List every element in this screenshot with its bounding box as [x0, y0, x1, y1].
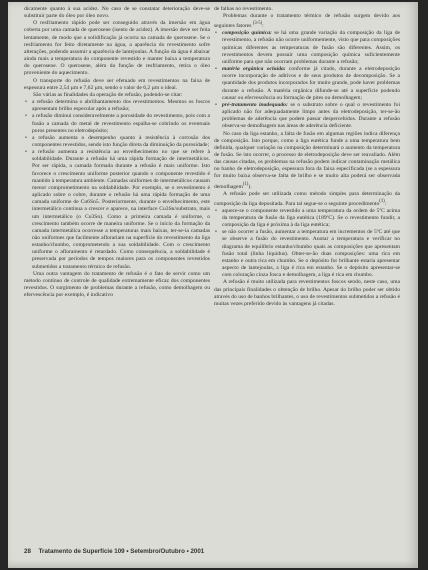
paragraph: O transporte do refusão deve ser efetuado em revestimentos na faixa de espessura entre 2,54 µm e 7,62 µm, sendo o valor de 6,2 µm o ideal. [24, 77, 210, 91]
journal-citation: Tratamento de Superfície 109 • Setembro/Outubro • 2001 [38, 548, 205, 555]
reference-superscript: (1) [379, 198, 385, 204]
page-number: 28 [24, 548, 31, 555]
list-item [214, 102, 400, 131]
list-item-label: composição química: [222, 30, 272, 37]
reference-superscript: (3-5) [252, 21, 263, 27]
paragraph-end: ). [248, 183, 252, 190]
list-item: • a refusão aumenta o desempenho quanto à resistência à corrosão dos componentes revestidos, sendo isto função direta da diminuição da porosidade; [24, 135, 210, 149]
list-item-text: se o substrato sobre o qual o revestimento foi aplicado não for adequadamente limpo antes da eletrodeposição, ter-se-ão problemas de aderência que podem passar despercebidos. Durante a refusão observa-se demolhagem nas áreas de aderência deficiente. [222, 101, 401, 130]
document-page [8, 2, 418, 568]
list-item-label: matéria orgânica ocluída: [222, 66, 286, 73]
list-item: • se não ocorrer a fusão, aumentar a temperatura em incrementos de 5ºC até que se observe a fusão do revestimento. Anotar a temperatura e verificar no diagrama de equilíbrio estanho/chumbo quais as composições que apresentam fusão total (linha liquidus). Obter-se-ão duas composições: uma rica em estanho e outra rica em chumbo. Se o depósito for brilhante estaria apresentar aspecto de lantejoulas, a liga é rica em estanho. Se o depósito apresentar-se com coloração cinza fosca e demolhagem, a liga é rica em chumbo. [214, 229, 400, 279]
list-item: • aquece-se o componente revestido a uma temperatura da ordem de 5ºC acima da temperatura de fusão da liga eutética (189ºC). Se o revestimento fundir, a composição da liga é próxima à da liga eutética; [214, 208, 400, 229]
paragraph: Uma outra vantagem do tratamento de refusão é o fato de servir como um método contínuo de controle de qualidade extremamente eficaz dos componentes revestidos. O surgimento de problemas durante a refusão, como demolhagem ou efervescência por exemplo, é indicativo [24, 270, 210, 299]
paragraph [214, 131, 400, 191]
paragraph-text: No caso da liga estanho, a falta de fusão em algumas regiões indica diferença de composição. Isto porque, como a liga eutética funde a uma temperatura bem definida, qualquer variação na composição determinará o aumento da temperatura de fusão. Se isto ocorrer, o processo de eletrodeposição deve ser reavaliado. Além das causas citadas, os problemas na refusão podem indicar contaminação metálica no banho de eletrodeposição, espessura fora da faixa especificada (se a espessura for muito baixa observa-se falta de brilho e se muito alta poderá ser observada demolhagem [214, 130, 400, 190]
paragraph-text: Problemas durante o tratamento térmico de refusão surgem devido aos seguintes fatores [214, 13, 400, 30]
paragraph: Problemas durante o tratamento térmico de refusão surgem devido aos seguintes fatores $^{(3-5)}$: [214, 13, 400, 30]
list-item: • a refusão aumenta a resistência ao envelhecimento no que se refere à soldabilidade. Durante a refusão há uma rápida formação de intermetálicos. Por ser rápida, a camada formada durante a refusão é mais uniforme. Isto favorece o crescimento uniforme posterior quando o componente revestido é mantido à temperatura ambiente. Camadas uniformes de intermetálicos causam menor comprometimento na soldabilidade. Por exemplo, se o revestimento é aplicado sobre o cobre, durante o refusão há uma rápida formação de uma camada uniforme de Cu6Sn5. Posteriormente, durante o envelhecimento, este intermetálico continua a crescer e aparece, na interface Cu3Sn/substrato, mais um intermetálico (o Cu3Sn). Como a primeira camada é uniforme, o crescimento também ocorre de maneira uniforme. Se o início da formação da camada intermetálica ocorresse a temperaturas mais baixas, ter-se-ia camadas não uniformes que facilmente aflorariam na superfície do revestimento da liga estanho/chumbo, comprometendo a sua soldabilidade. Com o crescimento uniforme o afloramento é retardado. Como consequência, a soldabilidade é preservada por períodos de tempos maiores para os componentes revestidos submetidos a tratamento térmico de refusão. [24, 149, 210, 271]
list-item: • a refusão diminui consideravelmente a porosidade do revestimento, pois com a fusão a camada do metal de revestimento espalha-se cobrindo os eventuais poros presentes no eletrodepósito; [24, 113, 210, 134]
paragraph-end: : [384, 200, 387, 207]
paragraph: O resfriamento rápido pode ser conseguido através da imersão em água coberta por uma camada de querosene (isento de acidez). A imersão deve ser feita lentamente, de modo que a solidificação já ocorra na camada de querosene. Se o resfriamento for feito diretamente na água, a aparência do revestimento sofre alterações, podendo assumir a aparência de lantejoulas. A função da água é abaixar ainda mais a temperatura do componente revestido e manter baixa a temperatura do querosene. O querosene, além da função de resfriamento, retira o óleo proveniente do aquecimento. [24, 20, 210, 77]
paragraph-text: A refusão pode ser utilizada como método simples para determinação da composição da liga depositada. Para tal segue-se o seguinte procedimento [214, 190, 400, 207]
paragraph: A refusão é muito utilizada para revestimentos foscos sendo, neste caso, uma das principais finalidades o obtenção de brilho. Apesar do brilho poder ser obtido através do uso de banhos brilhantes, o uso de revestimentos submetidos a refusão é muitas vezes preferido devido às vantagens já citadas. [214, 279, 400, 307]
paragraph: de falhas no revestimento. [214, 6, 273, 12]
reference-superscript: (1) [242, 181, 249, 187]
list-item-text: conforme já citado, durante a eletrodeposição ocorre incorporação de aditivos e de seus produtos de decomposição. Se a quantidade dos produtos incorporados for muito grande, pode haver problemas durante a refusão. A matéria orgânica difunde-se até a superfície podendo causar ou efervescência ou formação de pites ou demolhagem; [222, 66, 401, 101]
list-item-text: se há uma grande variação da composição da liga de revestimento, a refusão não ocorre uniformemente, visto que para composições químicas diferentes as temperaturas de fusão são diferentes. Assim, os revestimentos devem possuir uma composição química suficientemente uniforme para que não ocorram problemas durante a refusão; [222, 30, 400, 65]
left-column [24, 6, 210, 299]
list-item: • a refusão determina o abrilhantamento dos revestimentos. Mesmos os foscos apresentam brilho especular após a refusão; [24, 99, 210, 113]
right-column [214, 6, 400, 308]
page-footer [24, 548, 404, 555]
finalidades-list [24, 99, 210, 271]
paragraph: São várias as finalidades da operação de refusão, podendo-se citar: [33, 91, 183, 98]
procedimento-list [214, 208, 400, 280]
list-item [214, 30, 400, 66]
list-item-label: pré-tratamento inadequado: [222, 101, 288, 108]
list-item [214, 66, 400, 102]
paragraph: dicamente quanto à sua acidez. No caso de se constatar deterioração deve-se substituir parte do óleo por óleo novo. [24, 6, 210, 20]
fatores-list [214, 30, 400, 130]
paragraph [214, 191, 400, 208]
